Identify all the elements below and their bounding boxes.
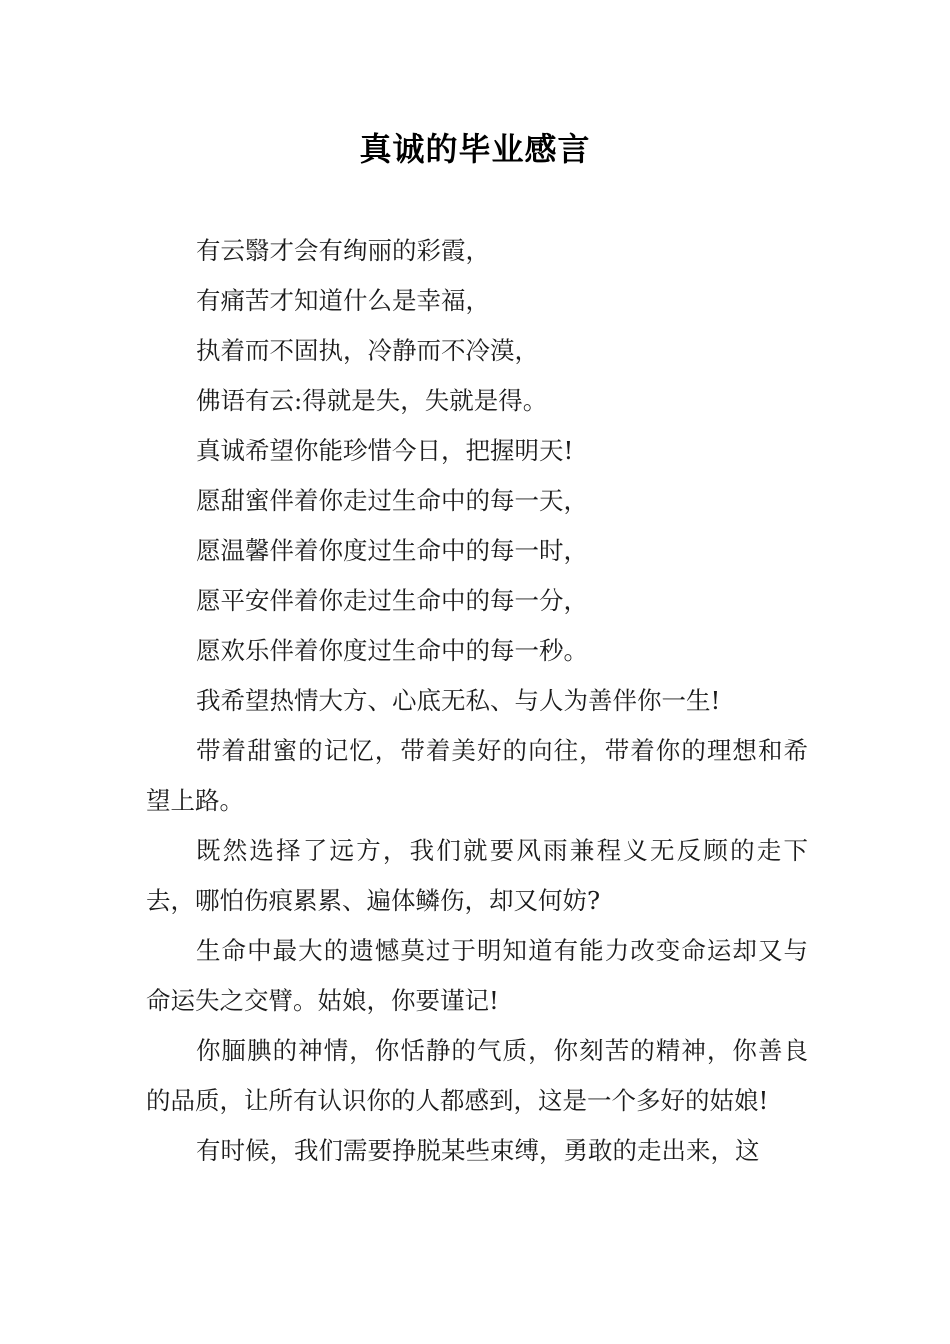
paragraph-9: 愿欢乐伴着你度过生命中的每一秒。 — [196, 636, 588, 665]
paragraph-15: 有时候，我们需要挣脱某些束缚，勇敢的走出来，这 — [196, 1136, 760, 1165]
paragraph-11: 带着甜蜜的记忆，带着美好的向往，带着你的理想和希望上路。 — [146, 736, 808, 815]
paragraph-1: 有云翳才会有绚丽的彩霞， — [196, 236, 490, 265]
paragraph-5: 真诚希望你能珍惜今日，把握明天! — [196, 436, 574, 465]
paragraph-3: 执着而不固执，冷静而不冷漠， — [196, 336, 539, 365]
paragraph-7: 愿温馨伴着你度过生命中的每一时， — [196, 536, 588, 565]
paragraph-8: 愿平安伴着你走过生命中的每一分， — [196, 586, 588, 615]
paragraph-10: 我希望热情大方、心底无私、与人为善伴你一生! — [196, 686, 721, 715]
paragraph-4: 佛语有云:得就是失，失就是得。 — [196, 386, 548, 415]
paragraph-12: 既然选择了远方，我们就要风雨兼程义无反顾的走下去，哪怕伤痕累累、遍体鳞伤，却又何妨? — [146, 836, 808, 915]
paragraph-13: 生命中最大的遗憾莫过于明知道有能力改变命运却又与命运失之交臂。姑娘，你要谨记! — [146, 936, 808, 1015]
paragraph-2: 有痛苦才知道什么是幸福， — [196, 286, 490, 315]
document-title: 真诚的毕业感言 — [359, 130, 591, 168]
paragraph-14: 你腼腆的神情，你恬静的气质，你刻苦的精神，你善良的品质，让所有认识你的人都感到，这是一个多好的姑娘! — [146, 1036, 808, 1115]
document-body — [146, 226, 808, 1176]
paragraph-6: 愿甜蜜伴着你走过生命中的每一天， — [196, 486, 588, 515]
